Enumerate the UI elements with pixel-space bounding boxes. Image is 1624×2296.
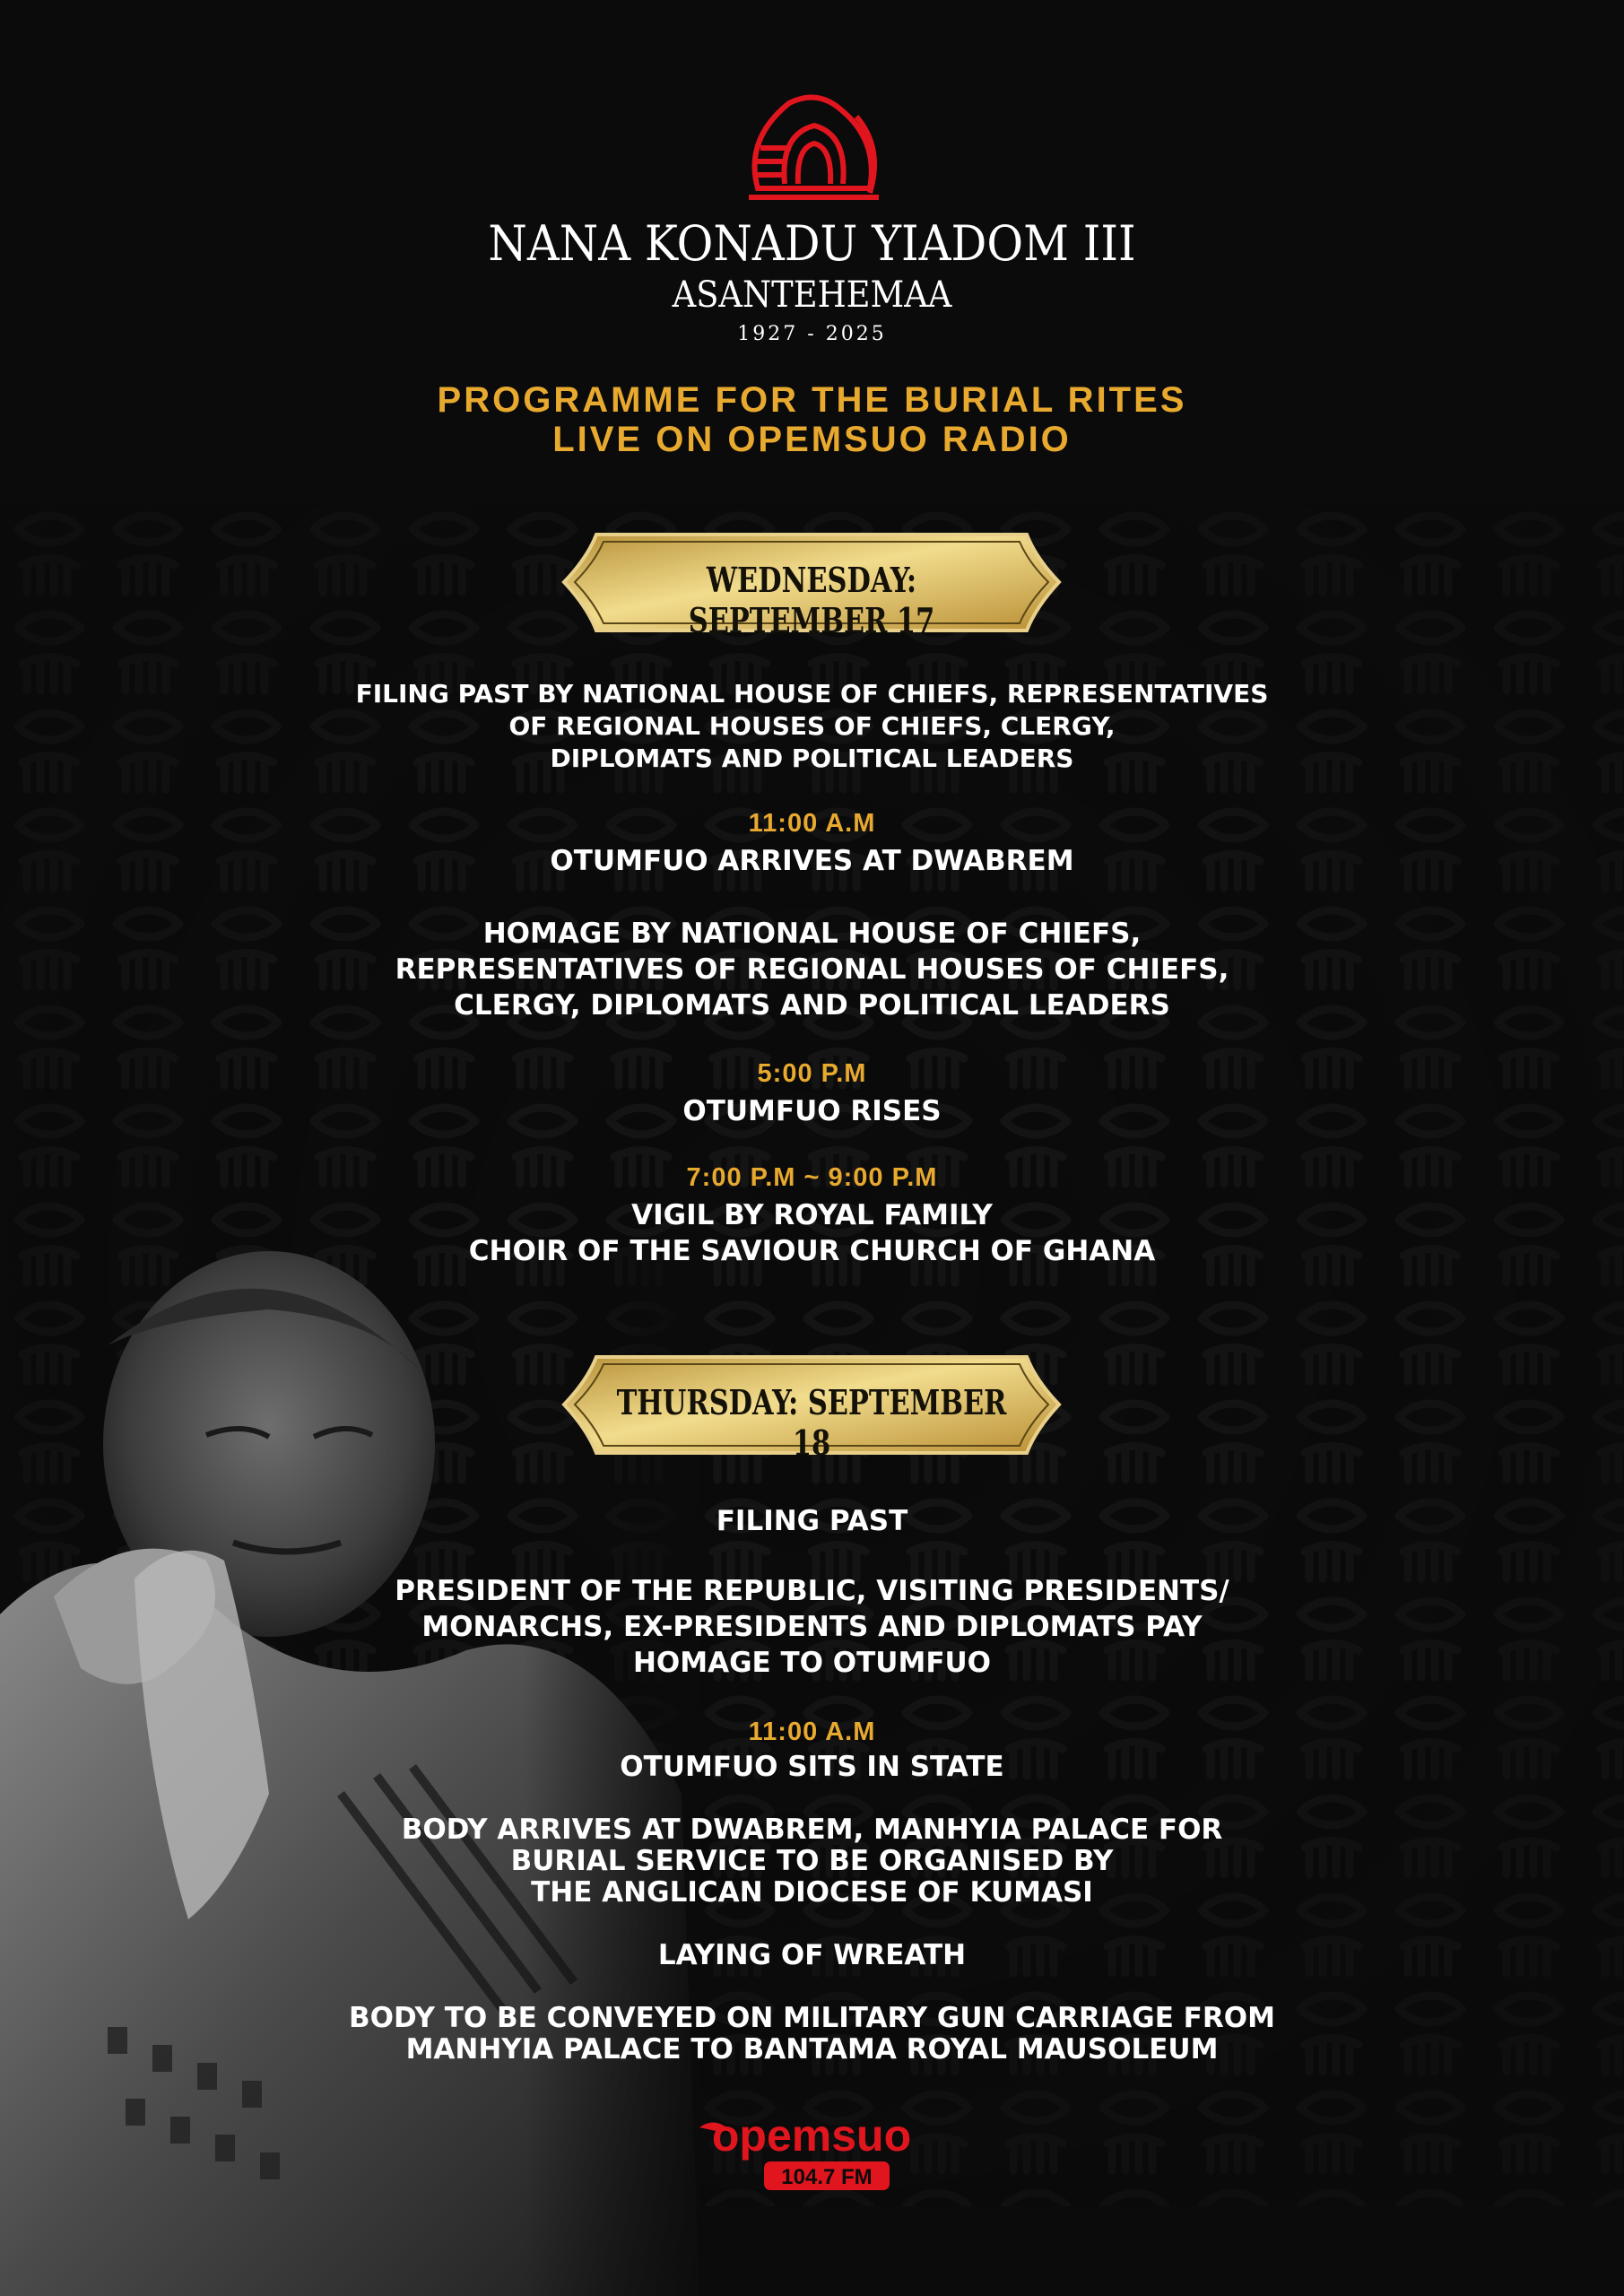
event-text: OTUMFUO RISES (682, 1095, 942, 1127)
honoree-title: ASANTEHEMAA (672, 274, 952, 316)
event-text: MONARCHS, EX-PRESIDENTS AND DIPLOMATS PAY (421, 1611, 1203, 1643)
event-text: THE ANGLICAN DIOCESE OF KUMASI (531, 1876, 1093, 1909)
event-text: BODY ARRIVES AT DWABREM, MANHYIA PALACE FOR (401, 1813, 1223, 1846)
event-text: FILING PAST BY NATIONAL HOUSE OF CHIEFS, REPRESENTATIVES (355, 679, 1269, 709)
event-time: 5:00 P.M (757, 1059, 867, 1088)
programme-heading-line1: PROGRAMME FOR THE BURIAL RITES (437, 380, 1187, 420)
event-text: CLERGY, DIPLOMATS AND POLITICAL LEADERS (454, 989, 1170, 1022)
event-text: PRESIDENT OF THE REPUBLIC, VISITING PRESIDENTS/ (395, 1575, 1229, 1607)
honoree-years: 1927 - 2025 (737, 323, 887, 345)
event-time: 11:00 A.M (748, 1718, 876, 1746)
event-text: VIGIL BY ROYAL FAMILY (631, 1199, 993, 1231)
programme-heading-line2: LIVE ON OPEMSUO RADIO (552, 420, 1072, 459)
event-text: CHOIR OF THE SAVIOUR CHURCH OF GHANA (468, 1235, 1156, 1267)
event-text: OTUMFUO ARRIVES AT DWABREM (550, 845, 1074, 877)
event-text: FILING PAST (716, 1505, 908, 1537)
event-text: BODY TO BE CONVEYED ON MILITARY GUN CARRIAGE FROM (349, 2002, 1275, 2034)
day-label-thursday: THURSDAY: SEPTEMBER 18 (616, 1382, 1007, 1463)
event-time: 11:00 A.M (748, 809, 876, 838)
golden-stool-crest-icon (735, 85, 888, 206)
event-text: OF REGIONAL HOUSES OF CHIEFS, CLERGY, (508, 711, 1116, 741)
event-text: BURIAL SERVICE TO BE ORGANISED BY (510, 1845, 1114, 1877)
event-text: DIPLOMATS AND POLITICAL LEADERS (550, 744, 1074, 773)
frequency-label: 104.7 FM (781, 2165, 873, 2189)
opemsuo-radio-logo (690, 2108, 933, 2197)
event-text: HOMAGE TO OTUMFUO (632, 1647, 992, 1679)
day-label-wednesday: WEDNESDAY: SEPTEMBER 17 (688, 560, 935, 640)
brand-wordmark: opemsuo (711, 2110, 912, 2161)
event-text: REPRESENTATIVES OF REGIONAL HOUSES OF CHIEFS, (395, 953, 1229, 986)
event-text: HOMAGE BY NATIONAL HOUSE OF CHIEFS, (482, 918, 1142, 950)
event-text: LAYING OF WREATH (657, 1939, 967, 1971)
event-text: OTUMFUO SITS IN STATE (620, 1751, 1004, 1783)
honoree-name: NANA KONADU YIADOM III (488, 215, 1136, 272)
event-time: 7:00 P.M ~ 9:00 P.M (686, 1163, 938, 1192)
event-text: MANHYIA PALACE TO BANTAMA ROYAL MAUSOLEUM (405, 2033, 1219, 2066)
